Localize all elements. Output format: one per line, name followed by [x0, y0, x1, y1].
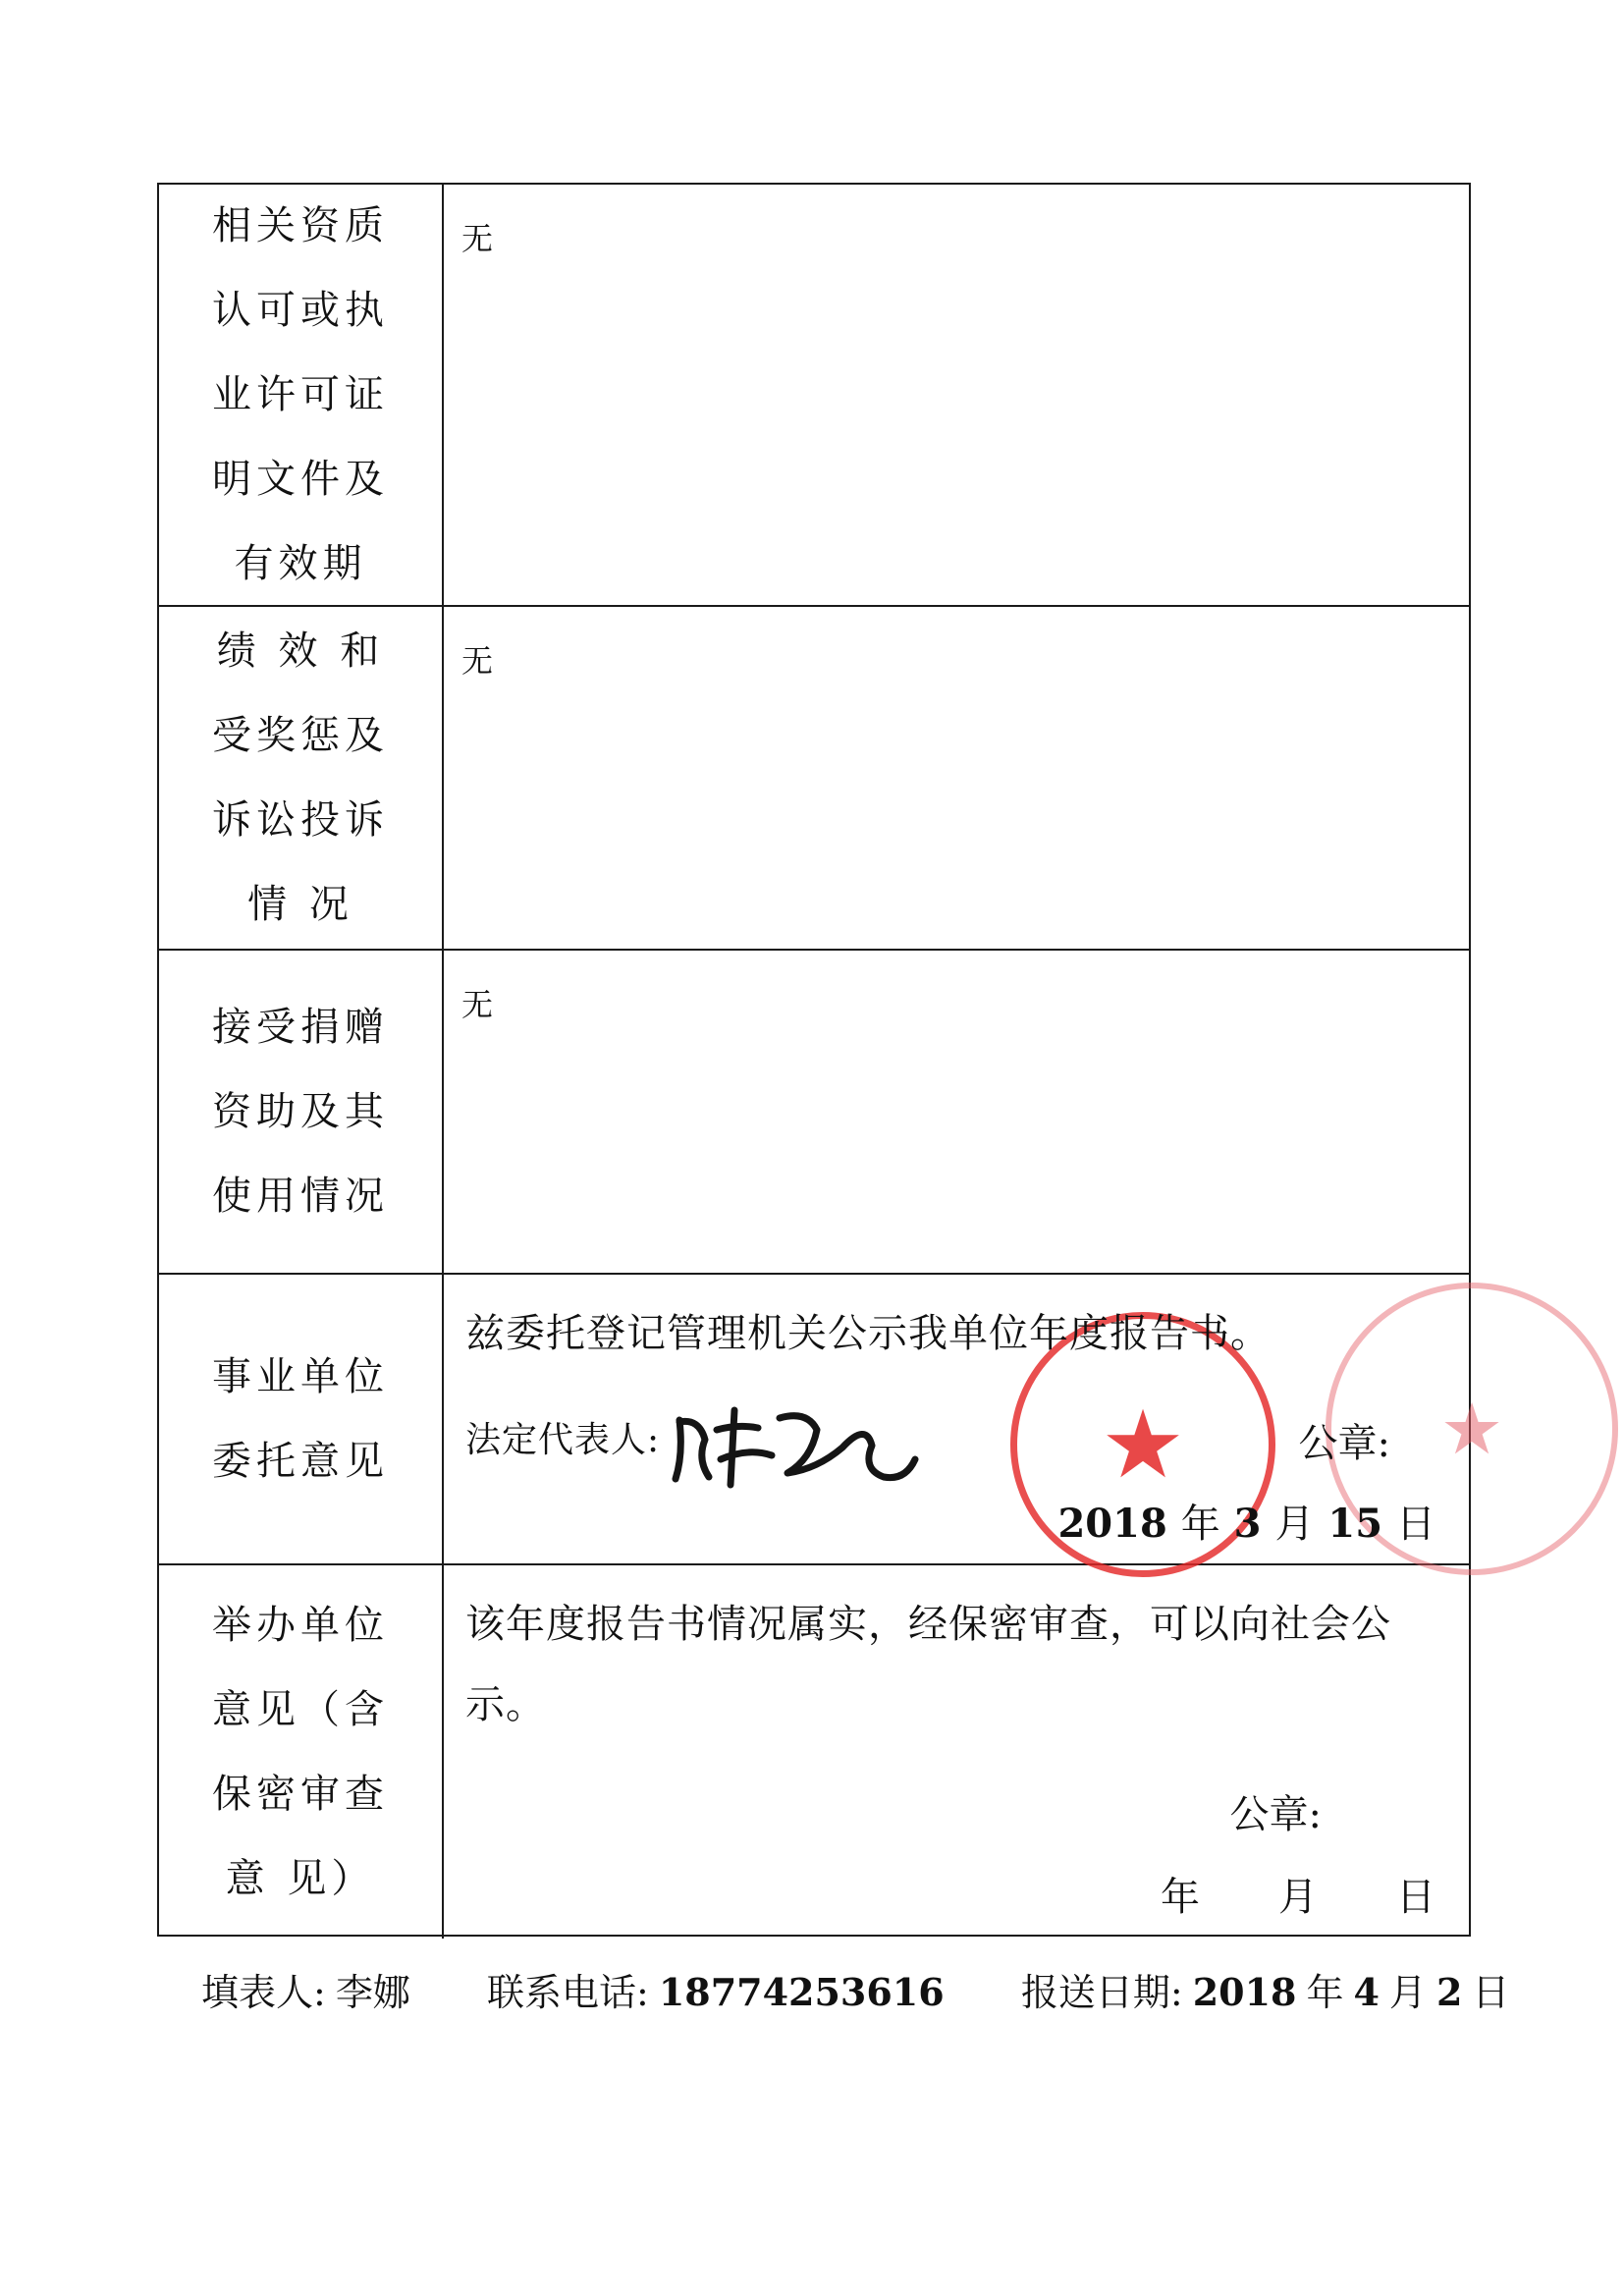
report-form-table: [157, 183, 1504, 1937]
content-value: 无: [461, 220, 494, 257]
content-donations: [444, 951, 1469, 1273]
label-line: 相关资质: [212, 203, 389, 248]
date-month-unit: 月: [1274, 1502, 1315, 1547]
label-line: 委托意见: [212, 1439, 389, 1484]
submit-date-year: 2018: [1192, 1970, 1297, 2014]
seal-label: 公章:: [1298, 1421, 1390, 1466]
label-line: 认可或执: [212, 288, 389, 333]
date-month: 3: [1233, 1501, 1262, 1547]
seal-label: 公章:: [1229, 1792, 1322, 1837]
label-line: 接受捐赠: [212, 1005, 389, 1050]
label-performance: [159, 607, 444, 949]
submit-date-month-unit: 月: [1388, 1971, 1427, 2014]
label-line: 有效期: [234, 541, 367, 586]
label-line: 意见（含: [212, 1687, 389, 1732]
seal-star-icon: ★: [1100, 1390, 1186, 1500]
label-entrustment: [159, 1275, 444, 1563]
label-qualification: [159, 185, 444, 605]
content-sponsor-opinion: [444, 1565, 1469, 1939]
content-performance: [444, 607, 1469, 949]
label-line: 明文件及: [212, 457, 389, 502]
label-donations: [159, 951, 444, 1273]
date-day-unit: 日: [1396, 1502, 1435, 1547]
row-qualification: [159, 185, 1469, 607]
filler-label: 填表人:: [201, 1971, 326, 2014]
label-line: 资助及其: [212, 1089, 389, 1134]
form-footer: [201, 1962, 1519, 2016]
submit-date-label: 报送日期:: [1020, 1971, 1183, 2014]
entrustment-statement: 兹委托登记管理机关公示我单位年度报告书。: [465, 1311, 1271, 1356]
handwritten-signature: [670, 1400, 925, 1489]
row-sponsor-opinion: [159, 1565, 1469, 1939]
label-line: 受奖惩及: [212, 713, 389, 758]
label-line: 意 见）: [225, 1856, 376, 1901]
submit-date-day: 2: [1435, 1970, 1463, 2014]
row-entrustment: [159, 1275, 1504, 1565]
date-year: 2018: [1057, 1501, 1167, 1547]
label-line: 事业单位: [212, 1354, 389, 1399]
phone-number: 18774253616: [658, 1970, 945, 2014]
content-value: 无: [461, 642, 494, 680]
content-value: 无: [461, 986, 494, 1023]
date-year-unit: 年: [1180, 1502, 1220, 1547]
content-entrustment: [444, 1275, 1504, 1563]
legal-rep-label: 法定代表人:: [465, 1420, 661, 1460]
label-line: 诉讼投诉: [212, 797, 389, 843]
filler-name: 李娜: [335, 1971, 410, 2014]
entrustment-date: [1057, 1493, 1435, 1549]
sponsor-statement-line2: 示。: [465, 1682, 546, 1727]
sponsor-statement-line1: 该年度报告书情况属实，经保密审查，可以向社会公: [465, 1602, 1391, 1647]
content-qualification: [444, 185, 1469, 605]
label-line: 举办单位: [212, 1603, 389, 1648]
label-line: 情 况: [247, 882, 353, 927]
label-line: 绩 效 和: [216, 629, 385, 674]
seal-star-icon: ★: [1439, 1388, 1504, 1470]
sponsor-date-placeholder: 年 月 日: [1161, 1875, 1435, 1920]
label-line: 使用情况: [212, 1174, 389, 1219]
label-line: 业许可证: [212, 372, 389, 417]
submit-date-month: 4: [1353, 1970, 1380, 2014]
submit-date-year-unit: 年: [1306, 1971, 1344, 2014]
label-line: 保密审查: [212, 1772, 389, 1817]
date-day: 15: [1327, 1501, 1383, 1547]
submit-date-day-unit: 日: [1472, 1971, 1510, 2014]
phone-label: 联系电话:: [487, 1971, 649, 2014]
row-donations: [159, 951, 1469, 1275]
label-sponsor-opinion: [159, 1565, 444, 1939]
row-performance: [159, 607, 1469, 951]
